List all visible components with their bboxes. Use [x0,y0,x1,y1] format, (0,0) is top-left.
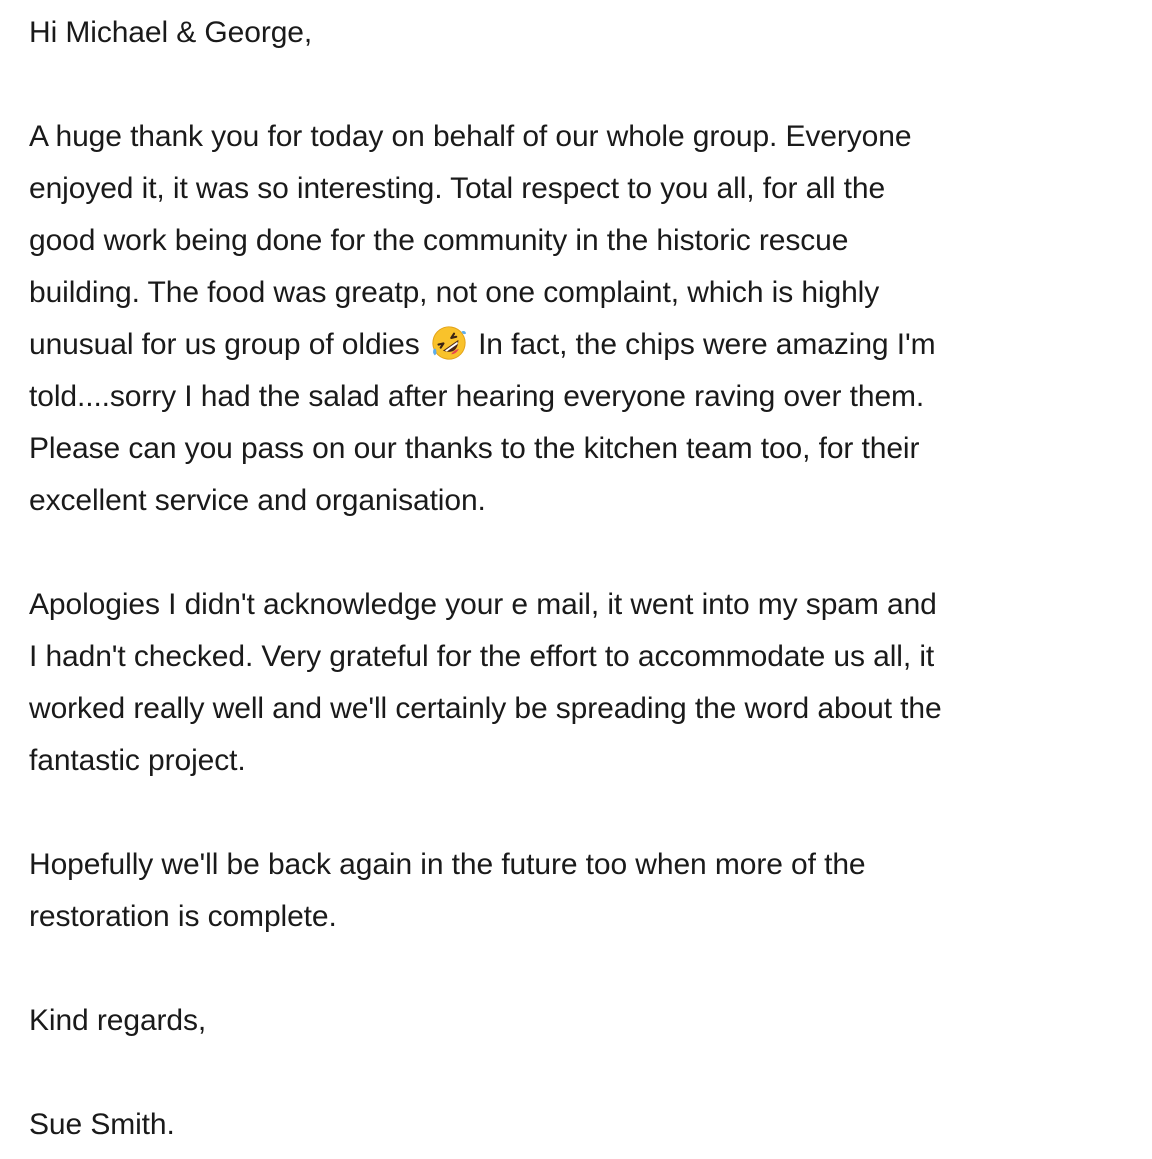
signature: Sue Smith. [29,1108,175,1141]
paragraph-line: good work being done for the community in the historic rescue [29,224,849,257]
paragraph-line: restoration is complete. [29,900,337,933]
text-after-emoji: In fact, the chips were amazing I'm [469,328,936,361]
blank-line [29,59,1140,111]
greeting: Hi Michael & George, [29,16,313,49]
paragraph-line: Apologies I didn't acknowledge your e mail, it went into my spam and [29,588,937,621]
paragraph-line: building. The food was greatp, not one complaint, which is highly [29,276,880,309]
paragraph-line: A huge thank you for today on behalf of our whole group. Everyone [29,120,912,153]
blank-line [29,1047,1140,1099]
rolling-on-the-floor-laughing-icon [430,324,468,362]
paragraph-line-with-emoji [29,319,1140,371]
paragraph-line: Hopefully we'll be back again in the future too when more of the [29,848,866,881]
paragraph-line: I hadn't checked. Very grateful for the effort to accommodate us all, it [29,640,935,673]
blank-line [29,527,1140,579]
paragraph-line: worked really well and we'll certainly be spreading the word about the [29,692,942,725]
paragraph-line: excellent service and organisation. [29,484,486,517]
paragraph-hope [29,839,1140,943]
paragraph-line: Please can you pass on our thanks to the kitchen team too, for their [29,432,920,465]
closing: Kind regards, [29,1004,207,1037]
blank-line [29,787,1140,839]
paragraph-apologies [29,579,1140,787]
text-before-emoji: unusual for us group of oldies [29,328,428,361]
paragraph-line: fantastic project. [29,744,246,777]
paragraph-line: enjoyed it, it was so interesting. Total respect to you all, for all the [29,172,886,205]
paragraph-thanks [29,111,1140,527]
paragraph-line: told....sorry I had the salad after hearing everyone raving over them. [29,380,925,413]
blank-line [29,943,1140,995]
